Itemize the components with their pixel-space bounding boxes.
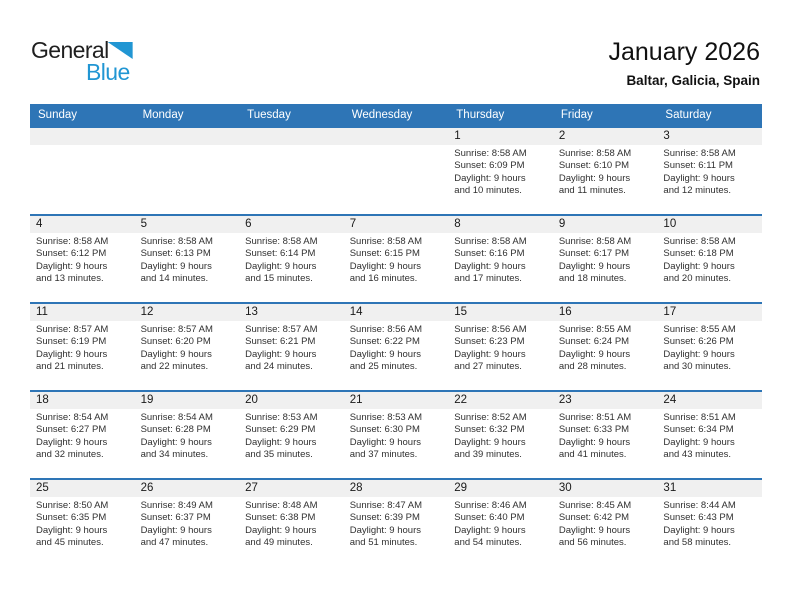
title-block [608, 38, 760, 88]
day-detail-line: Sunset: 6:17 PM [558, 248, 630, 260]
day-number [30, 128, 135, 145]
day-detail-line: Sunrise: 8:51 AM [558, 412, 632, 423]
day-detail-line: Daylight: 9 hours [349, 436, 421, 448]
day-cell [239, 145, 344, 197]
day-number: 15 [454, 306, 468, 318]
day-number: 19 [140, 394, 154, 406]
weekday-label-tuesday: Tuesday [247, 109, 291, 121]
day-detail-line: Daylight: 9 hours [140, 524, 212, 536]
day-detail-line: Daylight: 9 hours [454, 524, 526, 536]
day-number [344, 128, 449, 145]
day-details-row [30, 321, 762, 373]
day-detail-line: Daylight: 9 hours [140, 260, 212, 272]
day-detail-line: Sunrise: 8:58 AM [663, 236, 736, 247]
day-cell [30, 233, 135, 285]
day-detail-line: Sunrise: 8:55 AM [558, 324, 632, 335]
day-detail-line: and 49 minutes. [245, 536, 313, 548]
day-detail-line: and 30 minutes. [663, 360, 732, 372]
day-number [239, 128, 344, 145]
day-detail-line: Daylight: 9 hours [454, 436, 526, 448]
day-number: 17 [663, 306, 677, 318]
day-number: 11 [36, 306, 48, 318]
day-detail-line: and 56 minutes. [558, 536, 627, 548]
day-detail-line: Sunrise: 8:57 AM [245, 324, 318, 335]
day-detail-line: Daylight: 9 hours [245, 524, 317, 536]
day-cell [344, 409, 449, 461]
day-detail-line: and 27 minutes. [454, 360, 522, 372]
week-row [30, 390, 762, 478]
day-detail-line: Sunset: 6:34 PM [663, 424, 734, 436]
day-detail-line: Daylight: 9 hours [140, 348, 212, 360]
day-detail-line: Sunset: 6:24 PM [558, 336, 630, 348]
day-number-band [30, 128, 762, 145]
day-number-band [30, 480, 762, 497]
day-number: 22 [454, 394, 468, 406]
day-number: 7 [349, 218, 357, 230]
day-detail-line: Sunset: 6:43 PM [663, 512, 734, 524]
day-detail-line: and 17 minutes. [454, 272, 522, 284]
day-detail-line: Daylight: 9 hours [454, 348, 526, 360]
day-detail-line: Sunrise: 8:58 AM [558, 148, 632, 159]
day-detail-line: Sunrise: 8:44 AM [663, 500, 736, 511]
day-detail-line: Sunrise: 8:52 AM [454, 412, 527, 423]
day-detail-line: and 20 minutes. [663, 272, 732, 284]
day-detail-line: and 45 minutes. [36, 536, 104, 548]
day-number: 1 [454, 130, 461, 142]
day-detail-line: Sunrise: 8:56 AM [349, 324, 423, 335]
day-detail-line: Sunset: 6:29 PM [245, 424, 316, 436]
day-detail-line: Sunrise: 8:53 AM [349, 412, 423, 423]
day-cell [553, 321, 658, 373]
day-detail-line: Sunrise: 8:56 AM [454, 324, 527, 335]
day-detail-line: Sunset: 6:32 PM [454, 424, 525, 436]
day-detail-line: and 24 minutes. [245, 360, 313, 372]
day-detail-line: and 34 minutes. [140, 448, 209, 460]
day-number: 2 [558, 130, 566, 142]
day-cell [344, 233, 449, 285]
day-detail-line: Daylight: 9 hours [663, 260, 735, 272]
day-number: 28 [349, 482, 363, 494]
weekday-label-sunday: Sunday [38, 109, 78, 121]
day-detail-line: Sunset: 6:15 PM [349, 248, 420, 260]
day-cell [553, 145, 658, 197]
day-detail-line: Sunset: 6:23 PM [454, 336, 525, 348]
day-detail-line: Sunrise: 8:54 AM [36, 412, 109, 423]
day-detail-line: and 39 minutes. [454, 448, 522, 460]
day-detail-line: Sunrise: 8:58 AM [36, 236, 109, 247]
day-detail-line: Sunset: 6:16 PM [454, 248, 525, 260]
day-detail-line: Sunrise: 8:51 AM [663, 412, 736, 423]
day-cell [448, 233, 553, 285]
day-detail-line: Sunrise: 8:58 AM [140, 236, 213, 247]
day-detail-line: and 32 minutes. [36, 448, 104, 460]
day-detail-line: Daylight: 9 hours [36, 436, 108, 448]
day-detail-line: Sunrise: 8:47 AM [349, 500, 423, 511]
day-detail-line: Sunrise: 8:58 AM [454, 148, 527, 159]
day-detail-line: and 21 minutes. [36, 360, 104, 372]
day-cell [553, 233, 658, 285]
day-detail-line: Sunset: 6:26 PM [663, 336, 734, 348]
day-detail-line: Daylight: 9 hours [558, 172, 631, 184]
weeks-container [30, 126, 762, 566]
day-detail-line: Daylight: 9 hours [245, 260, 317, 272]
day-number: 31 [663, 482, 677, 494]
day-detail-line: Daylight: 9 hours [558, 436, 631, 448]
day-detail-line: Sunset: 6:30 PM [349, 424, 420, 436]
day-number: 9 [558, 218, 566, 230]
day-cell [657, 497, 762, 549]
day-detail-line: Sunset: 6:09 PM [454, 160, 525, 172]
day-detail-line: and 22 minutes. [140, 360, 209, 372]
day-detail-line: and 18 minutes. [558, 272, 627, 284]
day-detail-line: Sunset: 6:38 PM [245, 512, 316, 524]
day-number: 16 [558, 306, 572, 318]
day-details-row [30, 497, 762, 549]
day-detail-line: and 25 minutes. [349, 360, 418, 372]
day-cell [30, 409, 135, 461]
day-cell [344, 321, 449, 373]
day-detail-line: and 51 minutes. [349, 536, 418, 548]
general-blue-logo [31, 39, 141, 83]
day-number-band [30, 392, 762, 409]
day-detail-line: Daylight: 9 hours [663, 348, 735, 360]
day-cell [657, 409, 762, 461]
day-detail-line: Daylight: 9 hours [245, 436, 317, 448]
day-detail-line: Daylight: 9 hours [558, 348, 631, 360]
weekday-label-friday: Friday [560, 109, 593, 121]
logo-text-general: General [31, 37, 109, 63]
day-number: 6 [245, 218, 252, 230]
day-detail-line: Sunset: 6:22 PM [349, 336, 420, 348]
day-cell [553, 409, 658, 461]
day-detail-line: and 54 minutes. [454, 536, 522, 548]
day-number: 3 [663, 130, 670, 142]
day-detail-line: Sunset: 6:27 PM [36, 424, 107, 436]
day-detail-line: Sunset: 6:14 PM [245, 248, 316, 260]
day-detail-line: and 35 minutes. [245, 448, 313, 460]
day-detail-line: Sunset: 6:37 PM [140, 512, 211, 524]
day-detail-line: Sunset: 6:10 PM [558, 160, 630, 172]
day-detail-line: and 28 minutes. [558, 360, 627, 372]
day-detail-line: and 15 minutes. [245, 272, 313, 284]
day-number: 26 [140, 482, 154, 494]
day-number: 18 [36, 394, 49, 406]
day-cell [448, 321, 553, 373]
day-detail-line: Sunset: 6:13 PM [140, 248, 211, 260]
weekday-label-wednesday: Wednesday [351, 109, 413, 121]
day-detail-line: and 14 minutes. [140, 272, 209, 284]
day-cell [135, 145, 240, 197]
day-detail-line: Daylight: 9 hours [558, 524, 631, 536]
day-detail-line: and 58 minutes. [663, 536, 732, 548]
day-detail-line: Sunrise: 8:45 AM [558, 500, 632, 511]
day-cell [30, 145, 135, 197]
day-cell [30, 321, 135, 373]
day-detail-line: and 41 minutes. [558, 448, 627, 460]
day-number: 23 [558, 394, 572, 406]
day-detail-line: and 37 minutes. [349, 448, 418, 460]
week-row [30, 478, 762, 566]
logo-text-blue: Blue [86, 59, 130, 85]
day-cell [448, 497, 553, 549]
day-cell [657, 145, 762, 197]
day-detail-line: and 10 minutes. [454, 184, 522, 196]
day-detail-line: and 11 minutes. [558, 184, 626, 196]
day-cell [239, 321, 344, 373]
weekday-label-thursday: Thursday [456, 109, 505, 121]
day-cell [657, 321, 762, 373]
day-detail-line: Daylight: 9 hours [349, 348, 421, 360]
day-detail-line: Daylight: 9 hours [663, 524, 735, 536]
day-detail-line: Sunrise: 8:58 AM [245, 236, 318, 247]
day-cell [448, 145, 553, 197]
day-detail-line: Daylight: 9 hours [558, 260, 631, 272]
day-detail-line: Sunrise: 8:57 AM [140, 324, 213, 335]
day-detail-line: and 43 minutes. [663, 448, 732, 460]
day-cell [135, 321, 240, 373]
day-number: 24 [663, 394, 677, 406]
day-detail-line: Daylight: 9 hours [140, 436, 212, 448]
day-detail-line: Sunrise: 8:46 AM [454, 500, 527, 511]
day-number: 29 [454, 482, 468, 494]
day-detail-line: Sunrise: 8:58 AM [558, 236, 632, 247]
day-detail-line: Daylight: 9 hours [663, 172, 735, 184]
month-title: January 2026 [608, 38, 760, 66]
day-number: 4 [36, 218, 43, 230]
day-cell [239, 409, 344, 461]
day-detail-line: Sunset: 6:33 PM [558, 424, 630, 436]
day-detail-line: Sunset: 6:39 PM [349, 512, 420, 524]
day-number: 27 [245, 482, 258, 494]
day-cell [135, 233, 240, 285]
day-cell [239, 233, 344, 285]
day-details-row [30, 233, 762, 285]
day-number: 25 [36, 482, 49, 494]
day-detail-line: Sunset: 6:11 PM [663, 160, 733, 172]
day-detail-line: Daylight: 9 hours [36, 260, 108, 272]
day-detail-line: Sunrise: 8:57 AM [36, 324, 109, 335]
day-cell [30, 497, 135, 549]
day-detail-line: Sunset: 6:35 PM [36, 512, 107, 524]
calendar-grid [30, 104, 762, 566]
day-detail-line: Daylight: 9 hours [349, 524, 421, 536]
day-detail-line: Sunrise: 8:58 AM [349, 236, 423, 247]
weekday-label-saturday: Saturday [665, 109, 712, 121]
day-detail-line: Daylight: 9 hours [454, 260, 526, 272]
day-detail-line: Sunrise: 8:50 AM [36, 500, 109, 511]
day-number: 20 [245, 394, 258, 406]
day-detail-line: Sunset: 6:20 PM [140, 336, 211, 348]
day-details-row [30, 409, 762, 461]
day-detail-line: Sunrise: 8:58 AM [454, 236, 527, 247]
day-cell [657, 233, 762, 285]
day-number-band [30, 304, 762, 321]
day-detail-line: Sunset: 6:12 PM [36, 248, 107, 260]
day-detail-line: Sunrise: 8:55 AM [663, 324, 736, 335]
day-number: 30 [558, 482, 572, 494]
day-detail-line: Daylight: 9 hours [454, 172, 526, 184]
day-number: 13 [245, 306, 258, 318]
day-cell [448, 409, 553, 461]
day-number: 8 [454, 218, 461, 230]
day-detail-line: and 13 minutes. [36, 272, 104, 284]
day-detail-line: Daylight: 9 hours [36, 348, 108, 360]
day-detail-line: Sunset: 6:19 PM [36, 336, 107, 348]
day-detail-line: and 16 minutes. [349, 272, 418, 284]
day-detail-line: and 47 minutes. [140, 536, 209, 548]
day-detail-line: Daylight: 9 hours [36, 524, 108, 536]
day-detail-line: Daylight: 9 hours [663, 436, 735, 448]
day-detail-line: Daylight: 9 hours [349, 260, 421, 272]
day-cell [135, 409, 240, 461]
day-cell [344, 497, 449, 549]
day-detail-line: Sunrise: 8:58 AM [663, 148, 736, 159]
day-detail-line: Sunrise: 8:49 AM [140, 500, 213, 511]
day-number: 14 [349, 306, 363, 318]
day-details-row [30, 145, 762, 197]
week-row [30, 126, 762, 214]
day-detail-line: and 12 minutes. [663, 184, 732, 196]
day-detail-line: Sunrise: 8:54 AM [140, 412, 213, 423]
day-detail-line: Daylight: 9 hours [245, 348, 317, 360]
day-number: 5 [140, 218, 147, 230]
day-number [135, 128, 240, 145]
day-cell [344, 145, 449, 197]
weekday-header [30, 104, 762, 126]
day-detail-line: Sunset: 6:18 PM [663, 248, 734, 260]
day-number: 10 [663, 218, 677, 230]
week-row [30, 214, 762, 302]
day-detail-line: Sunset: 6:42 PM [558, 512, 630, 524]
weekday-label-monday: Monday [142, 109, 184, 121]
location-subtitle: Baltar, Galicia, Spain [626, 73, 760, 88]
week-row [30, 302, 762, 390]
day-number: 12 [140, 306, 154, 318]
day-number: 21 [349, 394, 363, 406]
day-cell [553, 497, 658, 549]
day-detail-line: Sunrise: 8:53 AM [245, 412, 318, 423]
day-detail-line: Sunset: 6:28 PM [140, 424, 211, 436]
day-detail-line: Sunset: 6:40 PM [454, 512, 525, 524]
day-cell [239, 497, 344, 549]
day-cell [135, 497, 240, 549]
day-number-band [30, 216, 762, 233]
day-detail-line: Sunrise: 8:48 AM [245, 500, 318, 511]
logo-triangle-icon [108, 42, 133, 59]
day-detail-line: Sunset: 6:21 PM [245, 336, 316, 348]
